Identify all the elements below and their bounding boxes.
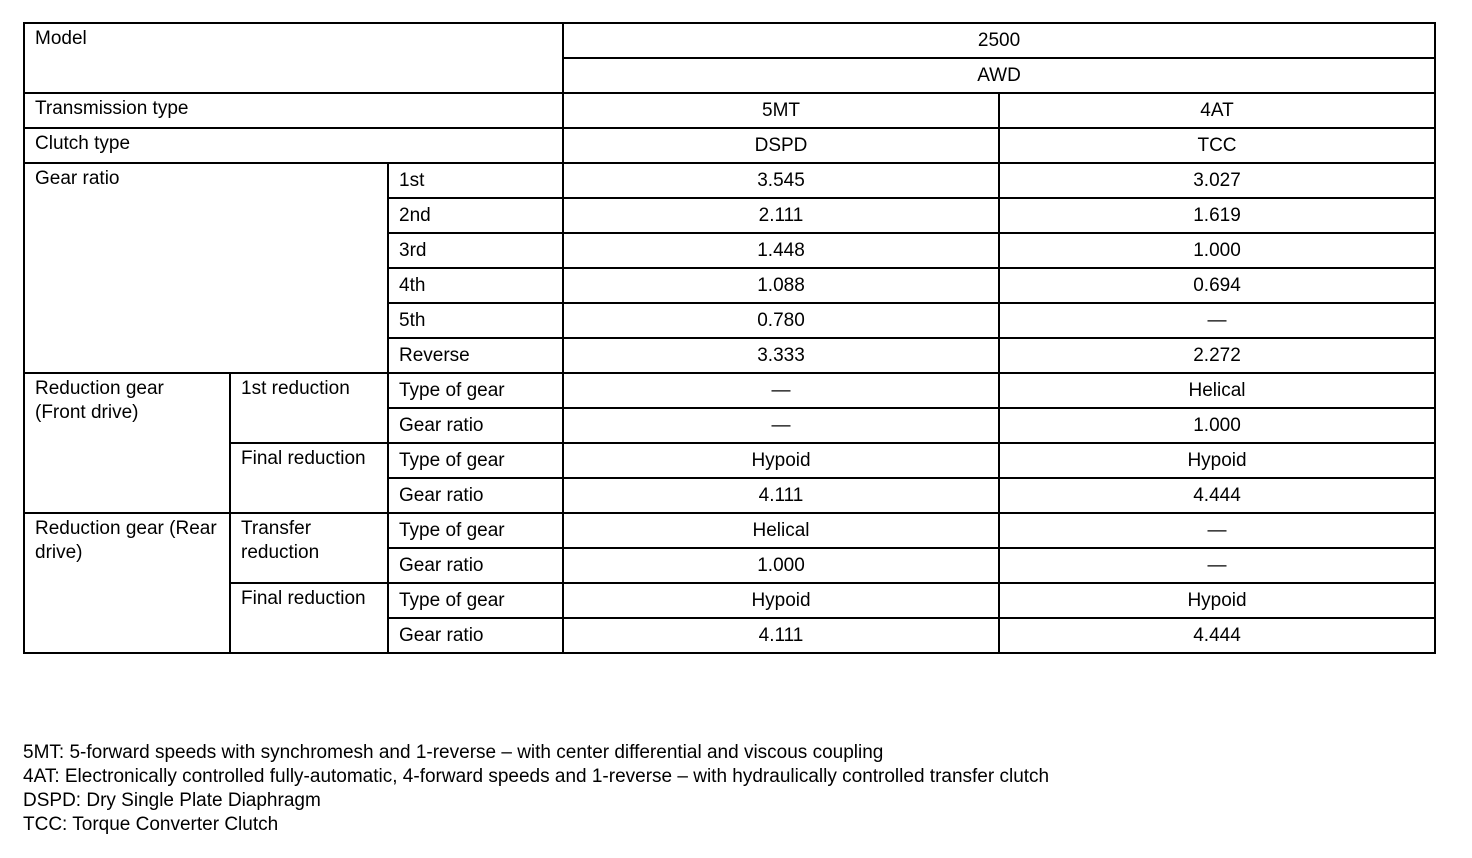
front-first-ratio-mt: — [563,408,999,443]
transmission-at: 4AT [999,93,1435,128]
clutch-at: TCC [999,128,1435,163]
transmission-label: Transmission type [24,93,563,128]
rear-transfer-ratio-mt: 1.000 [563,548,999,583]
gear-ratio-mt: 1.088 [563,268,999,303]
clutch-row [24,128,1435,163]
rear-transfer-type-label: Type of gear [388,513,563,548]
transmission-row [24,93,1435,128]
rear-drive-label: Reduction gear (Rear drive) [24,513,230,653]
front-final-type-at: Hypoid [999,443,1435,478]
front-final-ratio-label: Gear ratio [388,478,563,513]
gear-name: 1st [388,163,563,198]
gear-ratio-mt: 0.780 [563,303,999,338]
rear-final-type-mt: Hypoid [563,583,999,618]
front-first-type-label: Type of gear [388,373,563,408]
rear-final-reduction-label: Final reduction [230,583,388,653]
front-final-type-mt: Hypoid [563,443,999,478]
rear-transfer-ratio-at: — [999,548,1435,583]
front-drive-label: Reduction gear (Front drive) [24,373,230,513]
gear-ratio-at: 2.272 [999,338,1435,373]
rear-final-ratio-mt: 4.111 [563,618,999,653]
clutch-label: Clutch type [24,128,563,163]
front-final-reduction-type-row [24,443,1435,478]
drive-value: AWD [563,58,1435,93]
front-final-ratio-mt: 4.111 [563,478,999,513]
footnote-5mt: 5MT: 5-forward speeds with synchromesh and 1-reverse – with center differential and viscous coupling [23,742,884,763]
front-first-reduction-type-row [24,373,1435,408]
rear-final-ratio-label: Gear ratio [388,618,563,653]
footnote-dspd: DSPD: Dry Single Plate Diaphragm [23,790,321,811]
footnote-tcc: TCC: Torque Converter Clutch [23,814,279,835]
front-first-reduction-label: 1st reduction [230,373,388,443]
front-final-type-label: Type of gear [388,443,563,478]
front-final-ratio-at: 4.444 [999,478,1435,513]
model-row [24,23,1435,58]
gear-name: 5th [388,303,563,338]
gear-ratio-mt: 3.333 [563,338,999,373]
front-first-ratio-at: 1.000 [999,408,1435,443]
rear-transfer-type-mt: Helical [563,513,999,548]
gear-ratio-mt: 3.545 [563,163,999,198]
front-first-type-mt: — [563,373,999,408]
gear-ratio-label: Gear ratio [24,163,388,373]
gear-name: 3rd [388,233,563,268]
clutch-mt: DSPD [563,128,999,163]
specification-table [23,22,1436,654]
gear-ratio-at: 1.619 [999,198,1435,233]
footnote-4at: 4AT: Electronically controlled fully-automatic, 4-forward speeds and 1-reverse – with hydraulically controlled transfer clutch [23,766,1050,787]
rear-transfer-reduction-type-row [24,513,1435,548]
gear-ratio-at: 0.694 [999,268,1435,303]
gear-name: 2nd [388,198,563,233]
gear-ratio-at: 3.027 [999,163,1435,198]
rear-final-type-label: Type of gear [388,583,563,618]
gear-ratio-at: 1.000 [999,233,1435,268]
rear-transfer-reduction-label: Transfer reduction [230,513,388,583]
rear-transfer-ratio-label: Gear ratio [388,548,563,583]
rear-transfer-type-at: — [999,513,1435,548]
gear-ratio-row [24,163,1435,198]
gear-ratio-at: — [999,303,1435,338]
rear-final-ratio-at: 4.444 [999,618,1435,653]
front-final-reduction-label: Final reduction [230,443,388,513]
footnotes [23,741,1049,837]
model-label: Model [24,23,563,93]
model-value: 2500 [563,23,1435,58]
transmission-mt: 5MT [563,93,999,128]
gear-ratio-mt: 1.448 [563,233,999,268]
gear-ratio-mt: 2.111 [563,198,999,233]
rear-final-reduction-type-row [24,583,1435,618]
front-first-ratio-label: Gear ratio [388,408,563,443]
front-first-type-at: Helical [999,373,1435,408]
rear-final-type-at: Hypoid [999,583,1435,618]
gear-name: Reverse [388,338,563,373]
gear-name: 4th [388,268,563,303]
